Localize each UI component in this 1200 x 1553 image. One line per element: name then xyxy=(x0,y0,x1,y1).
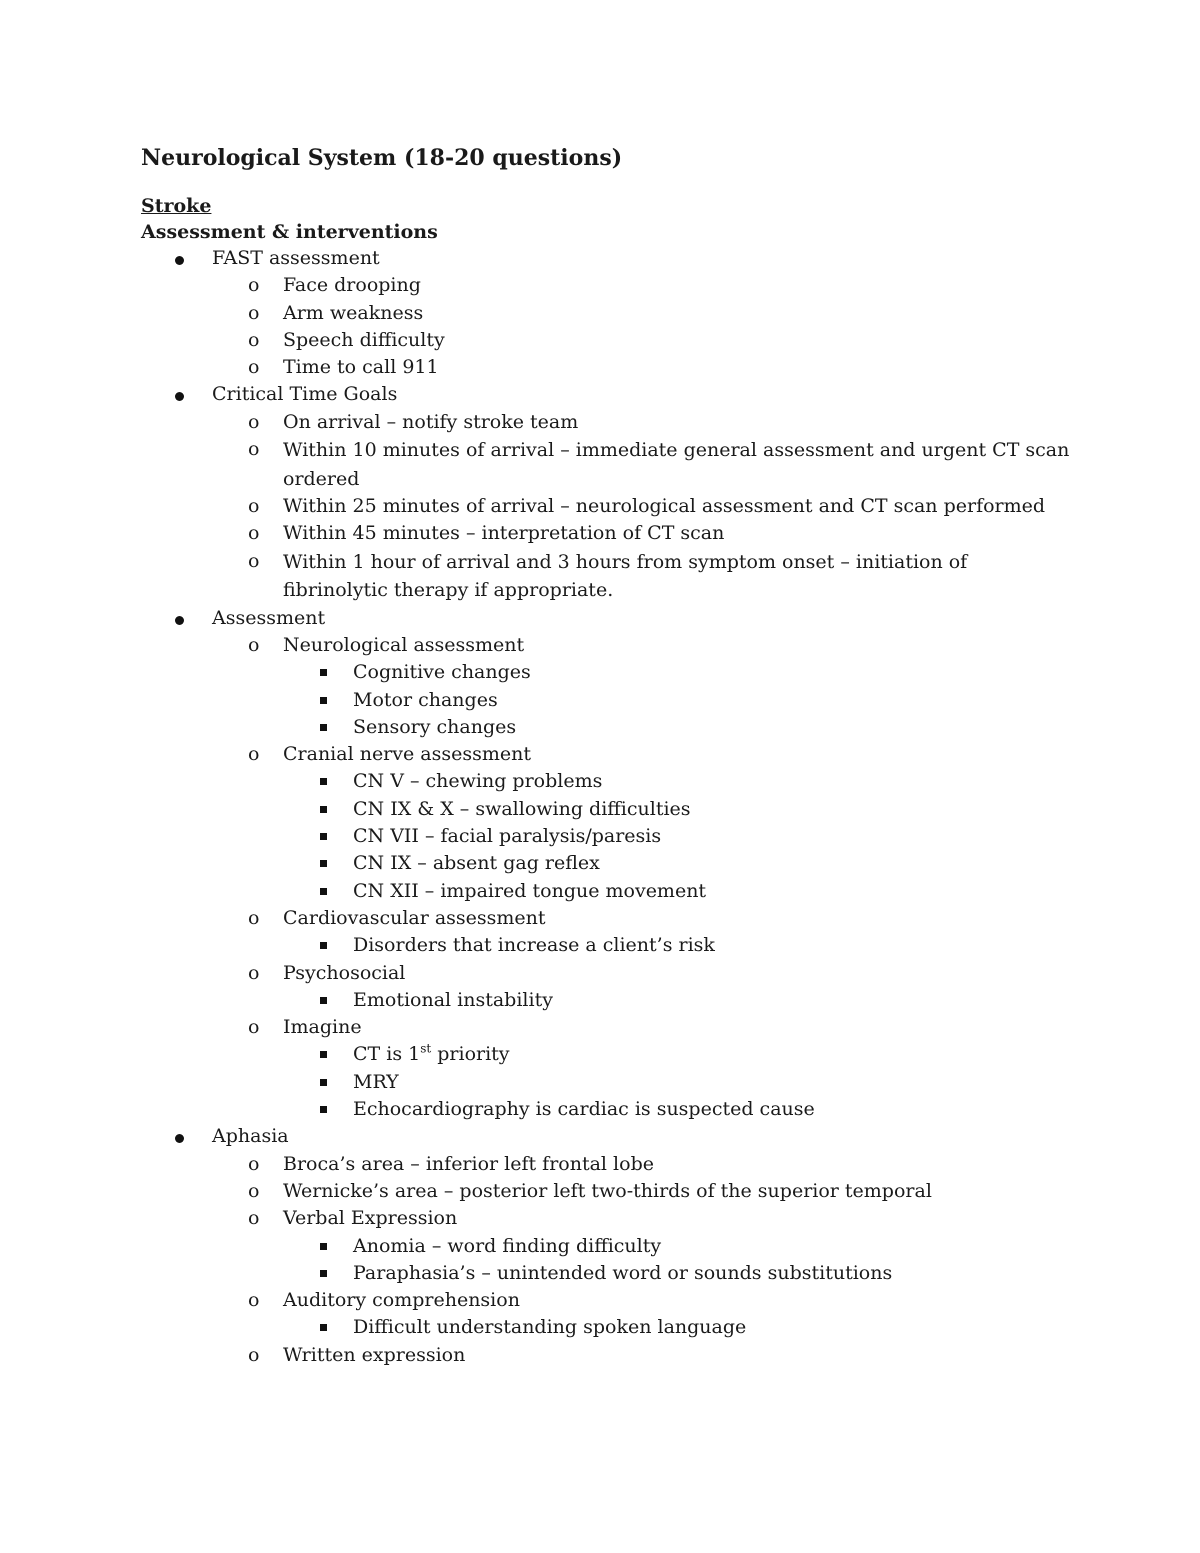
circle-bullet-icon: o xyxy=(248,1016,260,1039)
circle-bullet-icon: o xyxy=(248,743,260,766)
list-item: CN IX & X – swallowing difficulties xyxy=(0,796,1200,823)
ct-priority-suffix: priority xyxy=(431,1043,510,1066)
list-item: o Speech difficulty xyxy=(0,327,1200,354)
list-item: CN XII – impaired tongue movement xyxy=(0,878,1200,905)
list-item: Echocardiography is cardiac is suspected cause xyxy=(0,1096,1200,1123)
list-item: o Psychosocial xyxy=(0,960,1200,987)
circle-bullet-icon: o xyxy=(248,1289,260,1312)
ct-priority-prefix: CT is 1 xyxy=(353,1043,421,1066)
square-bullet-icon xyxy=(320,1324,327,1331)
square-bullet-icon xyxy=(320,942,327,949)
square-bullet-icon xyxy=(320,697,327,704)
square-bullet-icon xyxy=(320,724,327,731)
square-bullet-icon xyxy=(320,669,327,676)
bullet-dot-icon xyxy=(175,256,184,265)
list-item: o Arm weakness xyxy=(0,300,1200,327)
list-item: Motor changes xyxy=(0,687,1200,714)
list-item: o Verbal Expression xyxy=(0,1205,1200,1232)
bullet-dot-icon xyxy=(175,1134,184,1143)
list-item: CN VII – facial paralysis/paresis xyxy=(0,823,1200,850)
circle-bullet-icon: o xyxy=(248,410,260,433)
page-title: Neurological System (18-20 questions) xyxy=(141,145,623,171)
list-item: o Neurological assessment xyxy=(0,632,1200,659)
list-item: Critical Time Goals xyxy=(0,381,1200,408)
circle-bullet-icon: o xyxy=(248,274,260,297)
list-item: Paraphasia’s – unintended word or sounds substitutions xyxy=(0,1260,1200,1287)
list-item: Aphasia xyxy=(0,1123,1200,1150)
circle-bullet-icon: o xyxy=(248,328,260,351)
square-bullet-icon xyxy=(320,888,327,895)
list-item: o Within 10 minutes of arrival – immediate general assessment and urgent CT scan ordered xyxy=(248,438,1070,490)
list-item: Emotional instability xyxy=(0,987,1200,1014)
list-item: MRY xyxy=(0,1069,1200,1096)
square-bullet-icon xyxy=(320,1243,327,1250)
circle-bullet-icon: o xyxy=(248,906,260,929)
circle-bullet-icon: o xyxy=(248,549,260,572)
list-item: o Cranial nerve assessment xyxy=(0,741,1200,768)
circle-bullet-icon: o xyxy=(248,522,260,545)
circle-bullet-icon: o xyxy=(248,633,260,656)
list-item: o Imagine xyxy=(0,1014,1200,1041)
circle-bullet-icon: o xyxy=(248,438,260,461)
square-bullet-icon xyxy=(320,1270,327,1277)
list-item: CN IX – absent gag reflex xyxy=(0,850,1200,877)
list-item: o Written expression xyxy=(0,1342,1200,1369)
list-item xyxy=(0,1041,1200,1068)
ct-priority-superscript: st xyxy=(420,1042,432,1057)
list-item: Cognitive changes xyxy=(0,659,1200,686)
list-item: Anomia – word finding difficulty xyxy=(0,1233,1200,1260)
list-item: CN V – chewing problems xyxy=(0,768,1200,795)
section-heading-stroke: Stroke xyxy=(141,195,212,217)
square-bullet-icon xyxy=(320,860,327,867)
square-bullet-icon xyxy=(320,1106,327,1113)
list-item: o Face drooping xyxy=(0,272,1200,299)
list-item: Difficult understanding spoken language xyxy=(0,1314,1200,1341)
circle-bullet-icon: o xyxy=(248,301,260,324)
square-bullet-icon xyxy=(320,997,327,1004)
circle-bullet-icon: o xyxy=(248,1152,260,1175)
square-bullet-icon xyxy=(320,833,327,840)
square-bullet-icon xyxy=(320,1079,327,1086)
list-item: o Within 25 minutes of arrival – neurological assessment and CT scan performed xyxy=(0,493,1200,520)
list-item: o On arrival – notify stroke team xyxy=(0,409,1200,436)
square-bullet-icon xyxy=(320,778,327,785)
list-item: Disorders that increase a client’s risk xyxy=(0,932,1200,959)
square-bullet-icon xyxy=(320,806,327,813)
list-item: o Wernicke’s area – posterior left two-thirds of the superior temporal xyxy=(0,1178,1200,1205)
list-item: o Cardiovascular assessment xyxy=(0,905,1200,932)
list-item: Assessment xyxy=(0,605,1200,632)
circle-bullet-icon: o xyxy=(248,1179,260,1202)
square-bullet-icon xyxy=(320,1051,327,1058)
list-item: o Within 45 minutes – interpretation of CT scan xyxy=(0,520,1200,547)
subsection-heading: Assessment & interventions xyxy=(141,221,438,243)
list-item: o Auditory comprehension xyxy=(0,1287,1200,1314)
list-item: o Broca’s area – inferior left frontal lobe xyxy=(0,1151,1200,1178)
bullet-dot-icon xyxy=(175,392,184,401)
circle-bullet-icon: o xyxy=(248,1343,260,1366)
circle-bullet-icon: o xyxy=(248,495,260,518)
list-item: o Within 1 hour of arrival and 3 hours from symptom onset – initiation of fibrinolytic therapy if appropriate. xyxy=(248,549,968,602)
circle-bullet-icon: o xyxy=(248,961,260,984)
list-item: o Time to call 911 xyxy=(0,354,1200,381)
circle-bullet-icon: o xyxy=(248,1207,260,1230)
outline-list xyxy=(0,245,1200,1369)
bullet-dot-icon xyxy=(175,616,184,625)
list-item: Sensory changes xyxy=(0,714,1200,741)
circle-bullet-icon: o xyxy=(248,356,260,379)
list-item: FAST assessment xyxy=(0,245,1200,272)
